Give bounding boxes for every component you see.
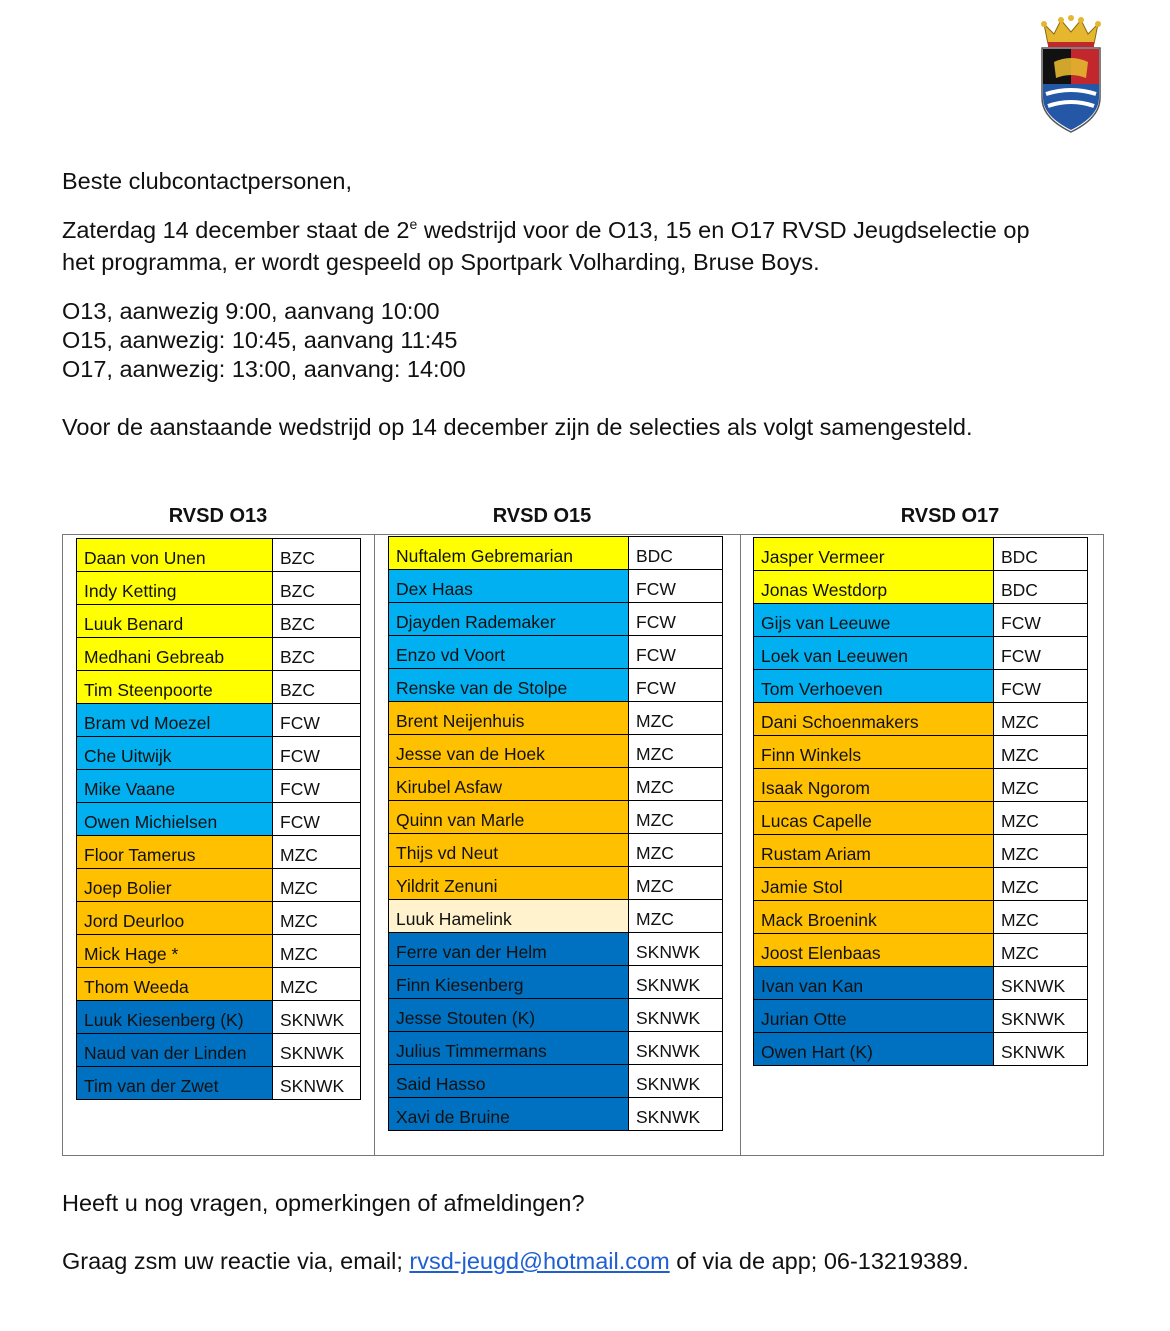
player-row: [754, 901, 1088, 934]
player-club: MZC: [273, 869, 361, 902]
roster-table-o13: [76, 538, 361, 1100]
player-name: Djayden Rademaker: [389, 603, 629, 636]
player-club: SKNWK: [273, 1001, 361, 1034]
player-club: MZC: [994, 934, 1088, 967]
player-name: Luuk Hamelink: [389, 900, 629, 933]
roster-table-o17: [753, 537, 1088, 1066]
column-divider: [374, 534, 375, 1156]
player-row: [389, 636, 723, 669]
selection-intro: Voor de aanstaande wedstrijd op 14 december zijn de selecties als volgt samengesteld.: [62, 414, 973, 440]
player-club: MZC: [629, 801, 723, 834]
team-title-o15: RVSD O15: [492, 505, 592, 527]
player-name: Jamie Stol: [754, 868, 994, 901]
player-name: Thijs vd Neut: [389, 834, 629, 867]
player-row: [77, 1034, 361, 1067]
player-club: FCW: [273, 803, 361, 836]
player-club: BDC: [629, 537, 723, 570]
player-club: SKNWK: [629, 999, 723, 1032]
player-row: [389, 1098, 723, 1131]
player-club: FCW: [629, 570, 723, 603]
player-name: Dex Haas: [389, 570, 629, 603]
player-name: Xavi de Bruine: [389, 1098, 629, 1131]
player-club: BDC: [994, 538, 1088, 571]
player-club: BDC: [994, 571, 1088, 604]
player-row: [754, 538, 1088, 571]
player-row: [389, 702, 723, 735]
player-name: Said Hasso: [389, 1065, 629, 1098]
player-name: Daan von Unen: [77, 539, 273, 572]
player-name: Bram vd Moezel: [77, 704, 273, 737]
player-club: MZC: [994, 802, 1088, 835]
player-club: MZC: [273, 836, 361, 869]
player-name: Jord Deurloo: [77, 902, 273, 935]
player-club: MZC: [273, 935, 361, 968]
player-row: [77, 935, 361, 968]
player-club: MZC: [629, 735, 723, 768]
player-name: Quinn van Marle: [389, 801, 629, 834]
player-club: SKNWK: [273, 1067, 361, 1100]
player-row: [754, 967, 1088, 1000]
intro-line-2: het programma, er wordt gespeeld op Sportpark Volharding, Bruse Boys.: [62, 249, 820, 275]
player-name: Ivan van Kan: [754, 967, 994, 1000]
player-name: Lucas Capelle: [754, 802, 994, 835]
player-row: [754, 637, 1088, 670]
player-club: FCW: [629, 636, 723, 669]
player-name: Mick Hage *: [77, 935, 273, 968]
player-name: Thom Weeda: [77, 968, 273, 1001]
player-row: [389, 603, 723, 636]
player-name: Tim van der Zwet: [77, 1067, 273, 1100]
player-row: [77, 572, 361, 605]
player-row: [77, 968, 361, 1001]
player-name: Loek van Leeuwen: [754, 637, 994, 670]
schedule-o15: O15, aanwezig: 10:45, aanvang 11:45: [62, 327, 458, 353]
player-row: [77, 671, 361, 704]
player-club: MZC: [994, 736, 1088, 769]
schedule-o13: O13, aanwezig 9:00, aanvang 10:00: [62, 298, 440, 324]
player-row: [754, 571, 1088, 604]
player-name: Jesse Stouten (K): [389, 999, 629, 1032]
player-name: Yildrit Zenuni: [389, 867, 629, 900]
player-row: [389, 834, 723, 867]
contact-line: Graag zsm uw reactie via, email; rvsd-jeugd@hotmail.com of via de app; 06-13219389.: [62, 1248, 969, 1274]
team-title-o17: RVSD O17: [900, 505, 1000, 527]
player-club: FCW: [273, 704, 361, 737]
player-club: BZC: [273, 539, 361, 572]
player-row: [389, 537, 723, 570]
player-name: Mike Vaane: [77, 770, 273, 803]
player-row: [754, 835, 1088, 868]
player-name: Mack Broenink: [754, 901, 994, 934]
player-club: SKNWK: [273, 1034, 361, 1067]
player-club: FCW: [629, 669, 723, 702]
player-row: [389, 999, 723, 1032]
player-row: [77, 902, 361, 935]
player-club: FCW: [629, 603, 723, 636]
player-club: MZC: [629, 834, 723, 867]
player-row: [389, 966, 723, 999]
player-row: [77, 605, 361, 638]
player-row: [389, 768, 723, 801]
player-club: SKNWK: [994, 967, 1088, 1000]
player-row: [389, 933, 723, 966]
player-row: [77, 704, 361, 737]
player-club: BZC: [273, 638, 361, 671]
player-club: FCW: [994, 637, 1088, 670]
player-name: Owen Hart (K): [754, 1033, 994, 1066]
player-name: Jurian Otte: [754, 1000, 994, 1033]
player-club: MZC: [994, 835, 1088, 868]
player-name: Nuftalem Gebremarian: [389, 537, 629, 570]
player-club: SKNWK: [994, 1000, 1088, 1033]
player-club: SKNWK: [629, 966, 723, 999]
player-row: [389, 867, 723, 900]
team-title-o13: RVSD O13: [168, 505, 268, 527]
player-row: [77, 638, 361, 671]
player-name: Brent Neijenhuis: [389, 702, 629, 735]
player-row: [754, 604, 1088, 637]
intro-line-1: Zaterdag 14 december staat de 2e wedstrijd voor de O13, 15 en O17 RVSD Jeugdselectie op: [62, 216, 1030, 243]
player-name: Gijs van Leeuwe: [754, 604, 994, 637]
schedule-o17: O17, aanwezig: 13:00, aanvang: 14:00: [62, 356, 466, 382]
player-name: Tim Steenpoorte: [77, 671, 273, 704]
player-row: [389, 801, 723, 834]
roster-table-o15: [388, 536, 723, 1131]
player-name: Che Uitwijk: [77, 737, 273, 770]
player-club: FCW: [273, 737, 361, 770]
player-row: [754, 703, 1088, 736]
player-name: Luuk Kiesenberg (K): [77, 1001, 273, 1034]
player-name: Julius Timmermans: [389, 1032, 629, 1065]
player-name: Finn Winkels: [754, 736, 994, 769]
player-name: Naud van der Linden: [77, 1034, 273, 1067]
player-name: Finn Kiesenberg: [389, 966, 629, 999]
coat-of-arms-icon: [1034, 14, 1108, 136]
player-name: Enzo vd Voort: [389, 636, 629, 669]
player-club: MZC: [994, 703, 1088, 736]
player-row: [754, 802, 1088, 835]
player-row: [389, 1032, 723, 1065]
player-club: SKNWK: [629, 1065, 723, 1098]
player-row: [77, 836, 361, 869]
player-name: Tom Verhoeven: [754, 670, 994, 703]
questions-line: Heeft u nog vragen, opmerkingen of afmeldingen?: [62, 1190, 585, 1216]
player-club: MZC: [994, 868, 1088, 901]
player-club: FCW: [994, 604, 1088, 637]
player-club: BZC: [273, 572, 361, 605]
player-row: [77, 1001, 361, 1034]
player-club: SKNWK: [629, 933, 723, 966]
player-row: [77, 803, 361, 836]
player-club: FCW: [994, 670, 1088, 703]
player-name: Jesse van de Hoek: [389, 735, 629, 768]
player-club: MZC: [994, 769, 1088, 802]
player-name: Dani Schoenmakers: [754, 703, 994, 736]
player-name: Luuk Benard: [77, 605, 273, 638]
player-row: [754, 868, 1088, 901]
player-name: Jasper Vermeer: [754, 538, 994, 571]
player-club: SKNWK: [629, 1098, 723, 1131]
player-name: Renske van de Stolpe: [389, 669, 629, 702]
player-name: Kirubel Asfaw: [389, 768, 629, 801]
player-club: MZC: [273, 968, 361, 1001]
player-row: [389, 669, 723, 702]
player-name: Jonas Westdorp: [754, 571, 994, 604]
player-club: MZC: [629, 900, 723, 933]
player-name: Isaak Ngorom: [754, 769, 994, 802]
player-row: [754, 670, 1088, 703]
player-club: FCW: [273, 770, 361, 803]
player-row: [754, 736, 1088, 769]
player-name: Floor Tamerus: [77, 836, 273, 869]
player-name: Medhani Gebreab: [77, 638, 273, 671]
player-name: Joost Elenbaas: [754, 934, 994, 967]
player-row: [389, 900, 723, 933]
player-name: Rustam Ariam: [754, 835, 994, 868]
player-row: [754, 934, 1088, 967]
player-row: [77, 539, 361, 572]
player-name: Owen Michielsen: [77, 803, 273, 836]
player-row: [389, 570, 723, 603]
player-row: [754, 769, 1088, 802]
contact-email-link[interactable]: rvsd-jeugd@hotmail.com: [409, 1248, 670, 1274]
player-row: [389, 1065, 723, 1098]
player-club: MZC: [273, 902, 361, 935]
player-row: [754, 1000, 1088, 1033]
player-club: BZC: [273, 671, 361, 704]
player-row: [389, 735, 723, 768]
player-name: Ferre van der Helm: [389, 933, 629, 966]
player-row: [77, 1067, 361, 1100]
player-name: Indy Ketting: [77, 572, 273, 605]
player-club: MZC: [629, 768, 723, 801]
player-row: [754, 1033, 1088, 1066]
player-club: MZC: [994, 901, 1088, 934]
player-club: BZC: [273, 605, 361, 638]
player-name: Joep Bolier: [77, 869, 273, 902]
greeting: Beste clubcontactpersonen,: [62, 168, 353, 194]
player-row: [77, 869, 361, 902]
player-club: MZC: [629, 702, 723, 735]
player-club: SKNWK: [629, 1032, 723, 1065]
player-club: SKNWK: [994, 1033, 1088, 1066]
player-row: [77, 737, 361, 770]
player-club: MZC: [629, 867, 723, 900]
player-row: [77, 770, 361, 803]
column-divider: [740, 534, 741, 1156]
